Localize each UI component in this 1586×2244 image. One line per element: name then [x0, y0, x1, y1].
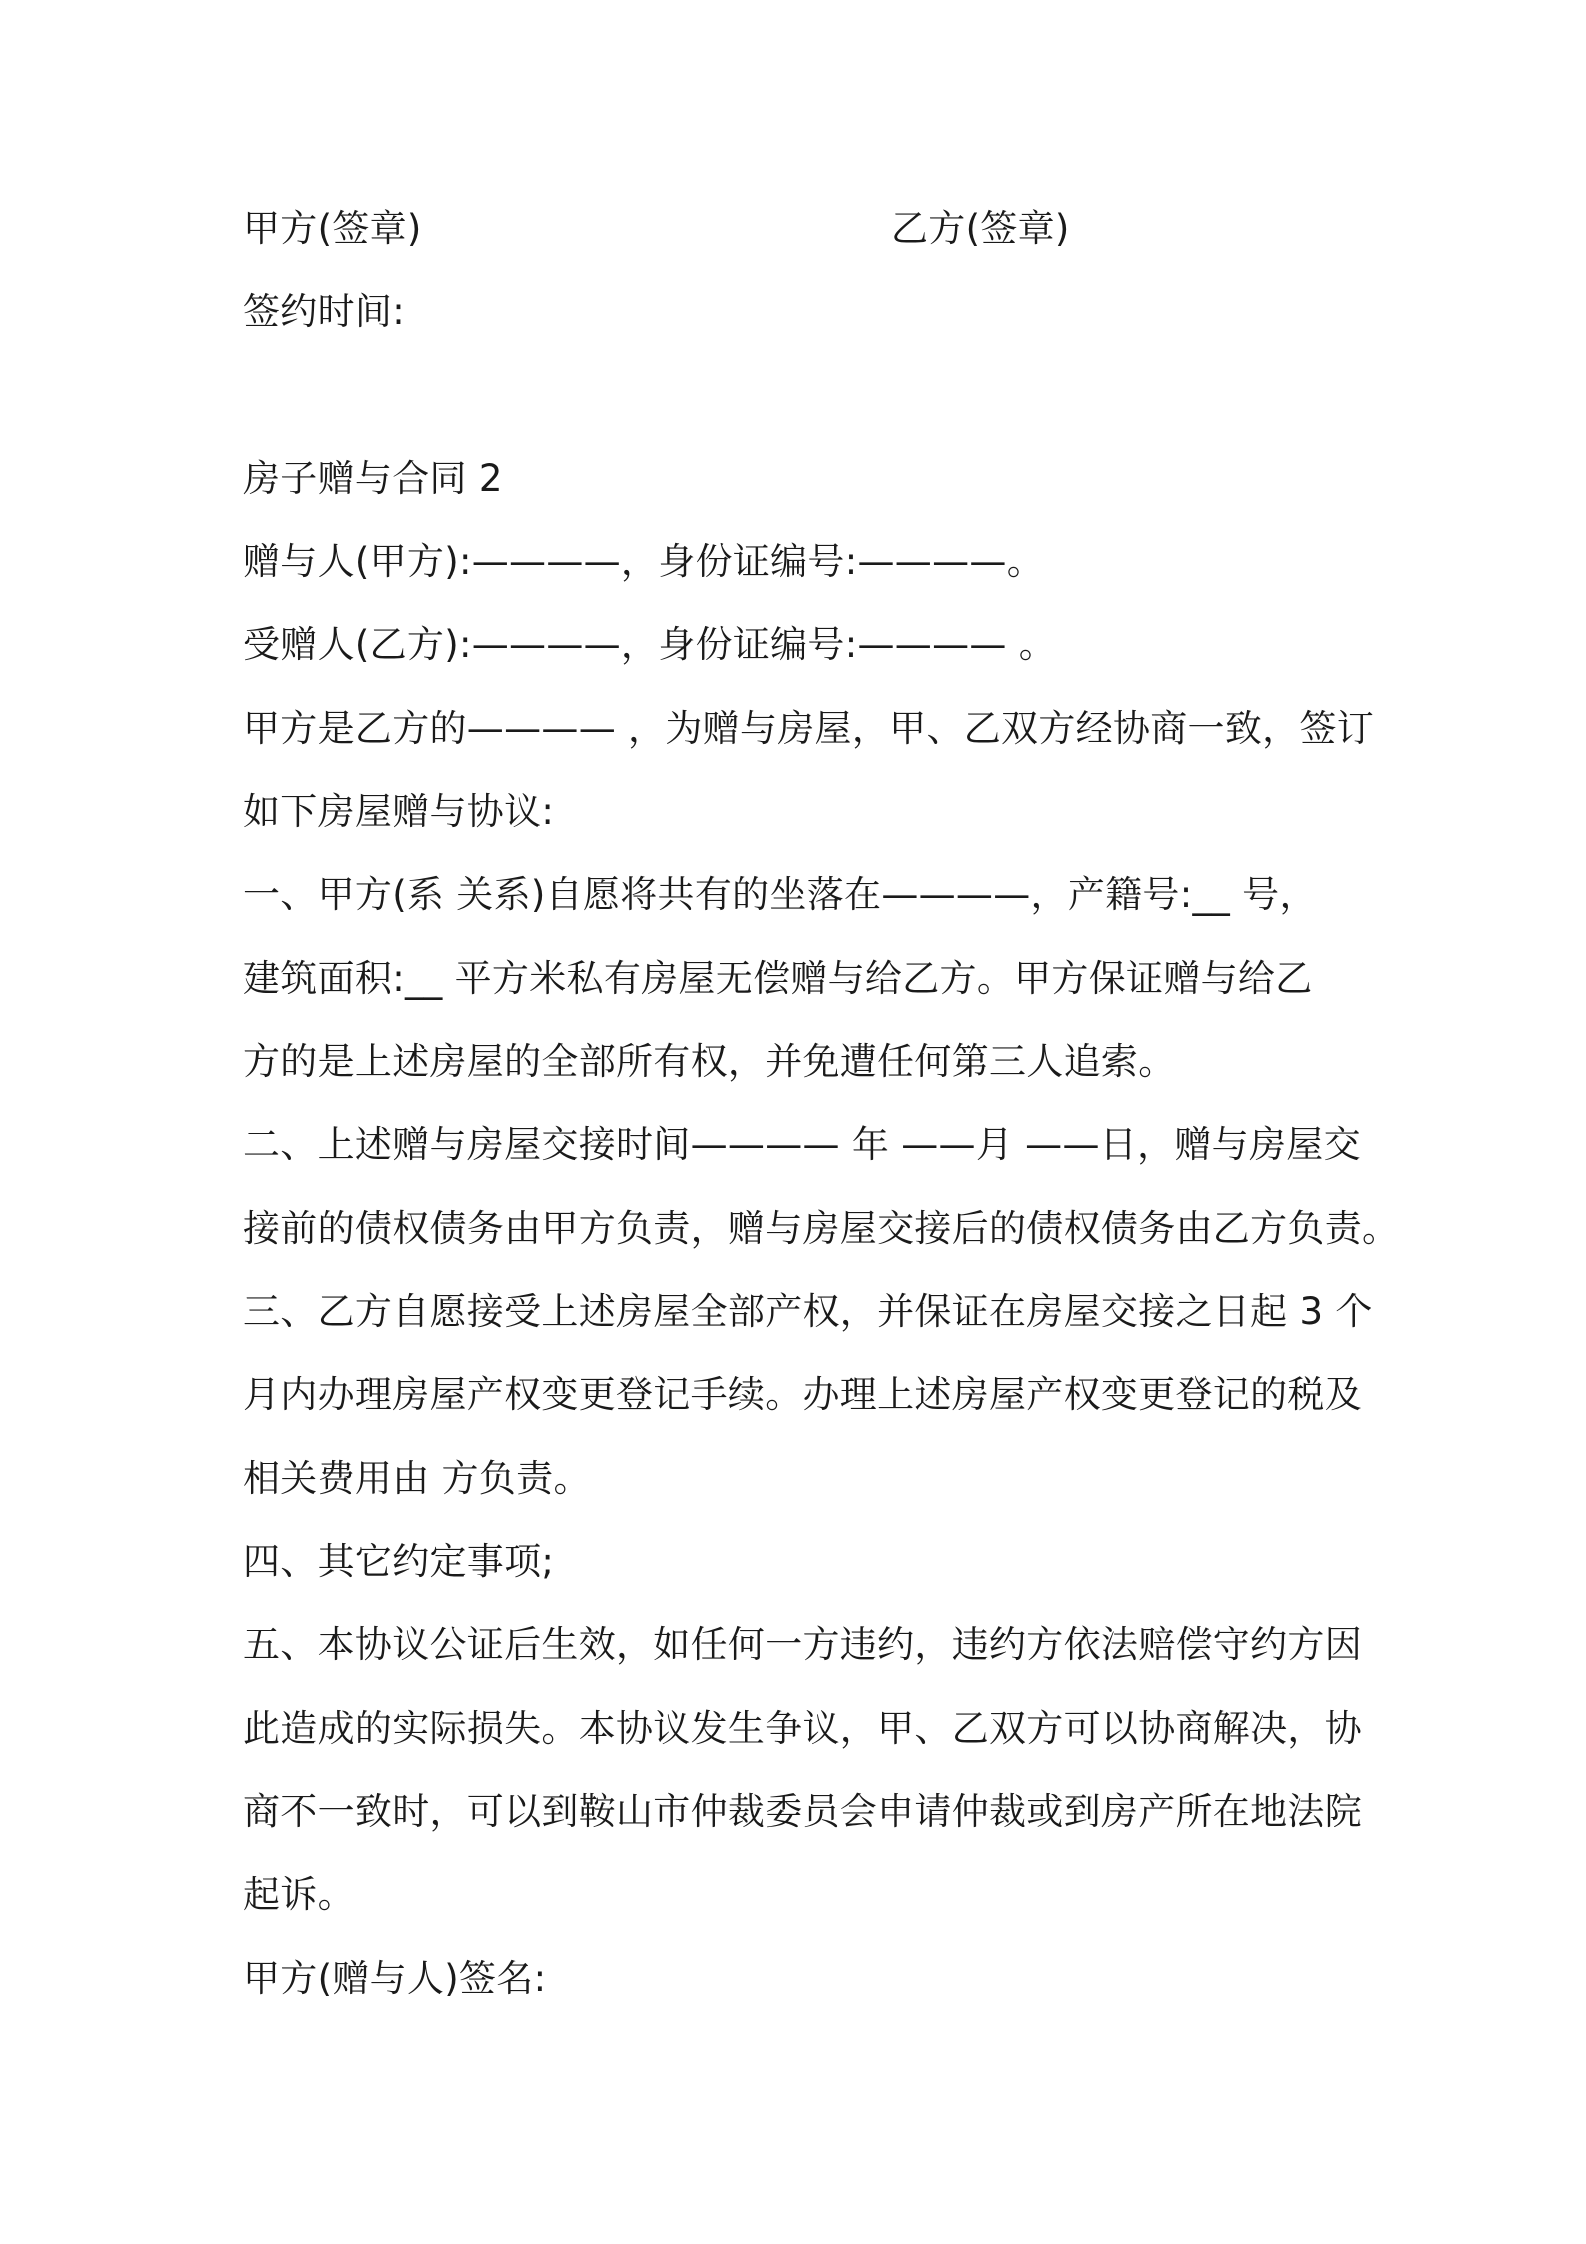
donor-signature-label: 甲方(赠与人)签名:	[243, 1957, 547, 2000]
clause-1-line: 建筑面积:__ 平方米私有房屋无偿赠与给乙方。甲方保证赠与给乙	[243, 957, 1313, 1000]
clause-3-line: 三、乙方自愿接受上述房屋全部产权，并保证在房屋交接之日起 3 个	[243, 1290, 1373, 1333]
clause-5-line: 商不一致时，可以到鞍山市仲裁委员会申请仲裁或到房产所在地法院	[243, 1790, 1362, 1833]
contract-title: 房子赠与合同 2	[243, 457, 503, 500]
donor-line: 赠与人(甲方):————，身份证编号:————。	[243, 540, 1045, 583]
clause-5-line: 此造成的实际损失。本协议发生争议，甲、乙双方可以协商解决，协	[243, 1707, 1362, 1750]
party-b-seal-label: 乙方(签章)	[891, 207, 1070, 250]
clause-1-line: 一、甲方(系 关系)自愿将共有的坐落在————，产籍号:__ 号，	[243, 873, 1317, 916]
sign-time-label: 签约时间:	[243, 290, 405, 333]
paragraph-line: 甲方是乙方的———— ，为赠与房屋，甲、乙双方经协商一致，签订	[243, 707, 1375, 750]
clause-1-line: 方的是上述房屋的全部所有权，并免遭任何第三人追索。	[243, 1040, 1176, 1083]
clause-5-line: 起诉。	[243, 1873, 355, 1916]
donee-line: 受赠人(乙方):————，身份证编号:———— 。	[243, 623, 1057, 666]
clause-5-line: 五、本协议公证后生效，如任何一方违约，违约方依法赔偿守约方因	[243, 1623, 1362, 1666]
clause-4-line: 四、其它约定事项;	[243, 1540, 555, 1583]
clause-2-line: 接前的债权债务由甲方负责，赠与房屋交接后的债权债务由乙方负责。	[243, 1207, 1400, 1250]
signature-row	[243, 205, 1070, 253]
paragraph-line: 如下房屋赠与协议:	[243, 790, 555, 833]
clause-3-line: 相关费用由 方负责。	[243, 1457, 591, 1500]
party-a-seal-label: 甲方(签章)	[243, 207, 422, 250]
clause-3-line: 月内办理房屋产权变更登记手续。办理上述房屋产权变更登记的税及	[243, 1373, 1362, 1416]
clause-2-line: 二、上述赠与房屋交接时间———— 年 ——月 ——日，赠与房屋交	[243, 1123, 1361, 1166]
